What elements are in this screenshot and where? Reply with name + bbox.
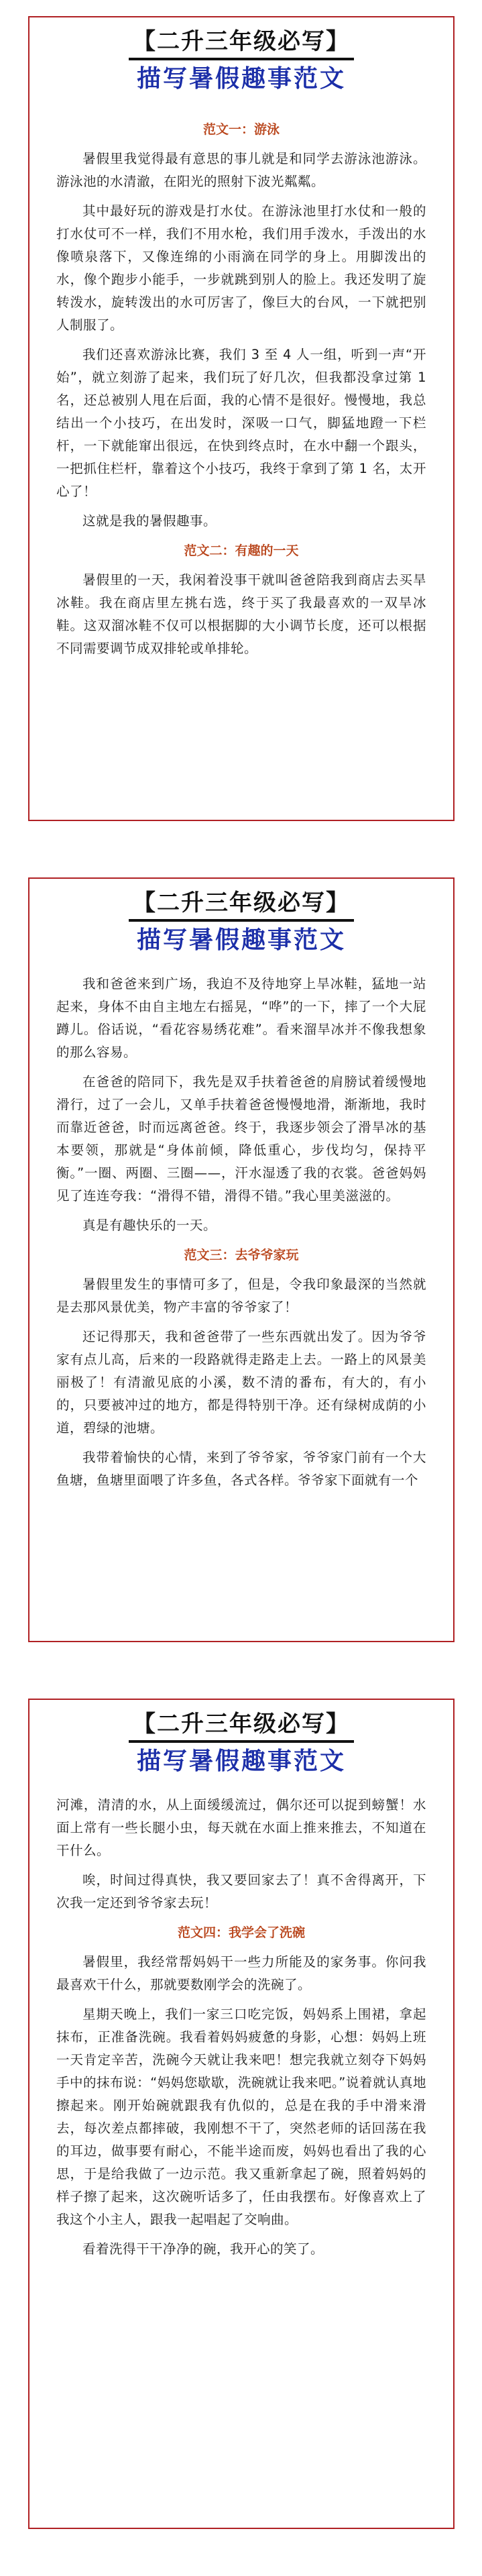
page-header xyxy=(29,1700,453,1779)
section-title-essay-2: 范文二：有趣的一天 xyxy=(184,543,299,558)
paragraph: 星期天晚上，我们一家三口吃完饭，妈妈系上围裙，拿起抹布，正准备洗碗。我看着妈妈疲惫的身影，心想：妈妈上班一天肯定辛苦，洗碗今天就让我来吧！想完我就立刻夺下妈妈手中的抹布说：“妈妈您歇歇，洗碗就让我来吧。”说着就认真地擦起来。刚开始碗就跟我有仇似的，总是在我的手中滑来滑去，每次差点都摔破，我刚想不干了，突然老师的话回荡在我的耳边，做事要有耐心，不能半途而废，妈妈也看出了我的心思，于是给我做了一边示范。我又重新拿起了碗，照着妈妈的样子擦了起来，这次碗听话多了，任由我摆布。好像喜欢上了我这个小主人，跟我一起唱起了交响曲。 xyxy=(56,2006,426,2227)
paragraph: 真是有趣快乐的一天。 xyxy=(82,1218,217,1233)
essay-page-2 xyxy=(28,877,455,1642)
page-content xyxy=(29,1779,453,2261)
page-content xyxy=(29,97,453,660)
header-title: 描写暑假趣事范文 xyxy=(136,926,346,954)
paragraph: 这就是我的暑假趣事。 xyxy=(82,513,217,529)
section-title-essay-1: 范文一：游泳 xyxy=(202,122,280,137)
header-tag: 【二升三年级必写】 xyxy=(129,27,354,60)
paragraph: 河滩，清清的水，从上面缓缓流过，偶尔还可以捉到螃蟹！水面上常有一些长腿小虫，每天就在水面上推来推去，不知道在干什么。 xyxy=(56,1797,426,1858)
paragraph: 我和爸爸来到广场，我迫不及待地穿上旱冰鞋，猛地一站起来，身体不由自主地左右摇晃，“哗”的一下，摔了一个大屁蹲儿。俗话说，“看花容易绣花难”。看来溜旱冰并不像我想象的那么容易。 xyxy=(56,976,426,1060)
paragraph: 暑假里的一天，我闲着没事干就叫爸爸陪我到商店去买旱冰鞋。我在商店里左挑右选，终于买了我最喜欢的一双旱冰鞋。这双溜冰鞋不仅可以根据脚的大小调节长度，还可以根据不同需要调节成双排轮或单排轮。 xyxy=(56,572,426,656)
section-title-essay-4: 范文四：我学会了洗碗 xyxy=(177,1925,305,1940)
paragraph: 我们还喜欢游泳比赛，我们 3 至 4 人一组，听到一声“开始”，就立刻游了起来，我们玩了好几次，但我都没拿过第 1 名，还总被别人甩在后面，我的心情不是很好。慢慢地，我总结出一个小技巧，在出发时，深吸一口气，脚猛地蹬一下栏杆，一下就能窜出很远，在快到终点时，在水中翻一个跟头，一把抓住栏杆，靠着这个小技巧，我终于拿到了第 1 名，太开心了！ xyxy=(56,347,426,499)
paragraph: 暑假里，我经常帮妈妈干一些力所能及的家务事。你问我最喜欢干什么，那就要数刚学会的洗碗了。 xyxy=(56,1954,426,1992)
page-header xyxy=(29,17,453,97)
paragraph: 我带着愉快的心情，来到了爷爷家，爷爷家门前有一个大鱼塘，鱼塘里面喂了许多鱼，各式各样。爷爷家下面就有一个 xyxy=(56,1450,426,1488)
section-title-essay-3: 范文三：去爷爷家玩 xyxy=(184,1248,299,1263)
header-tag: 【二升三年级必写】 xyxy=(129,888,354,922)
paragraph: 看着洗得干干净净的碗，我开心的笑了。 xyxy=(82,2241,324,2257)
paragraph: 暑假里我觉得最有意思的事儿就是和同学去游泳池游泳。游泳池的水清澈，在阳光的照射下波光粼粼。 xyxy=(56,151,426,189)
page-header xyxy=(29,879,453,958)
paragraph: 其中最好玩的游戏是打水仗。在游泳池里打水仗和一般的打水仗可不一样，我们不用水枪，我们用手泼水，手泼出的水像喷泉落下，又像连绵的小雨滴在同学的身上。用脚泼出的水，像个跑步小能手，一步就跳到别人的脸上。我还发明了旋转泼水，旋转泼出的水可厉害了，像巨大的台风，一下就把别人制服了。 xyxy=(56,203,426,333)
essay-page-3 xyxy=(28,1699,455,2529)
header-tag: 【二升三年级必写】 xyxy=(129,1709,354,1743)
paragraph: 在爸爸的陪同下，我先是双手扶着爸爸的肩膀试着缓慢地滑行，过了一会儿，又单手扶着爸爸慢慢地滑，渐渐地，我时而靠近爸爸，时而远离爸爸。终于，我逐步领会了滑旱冰的基本要领，那就是“身体前倾，降低重心，步伐均匀，保持平衡。”一圈、两圈、三圈——，汗水湿透了我的衣裳。爸爸妈妈见了连连夸我：“滑得不错，滑得不错。”我心里美滋滋的。 xyxy=(56,1074,426,1203)
header-title: 描写暑假趣事范文 xyxy=(136,65,346,93)
paragraph: 唉，时间过得真快，我又要回家去了！真不舍得离开，下次我一定还到爷爷家去玩！ xyxy=(56,1872,426,1911)
page-content xyxy=(29,958,453,1492)
header-title: 描写暑假趣事范文 xyxy=(136,1748,346,1775)
paragraph: 还记得那天，我和爸爸带了一些东西就出发了。因为爷爷家有点儿高，后来的一段路就得走路走上去。一路上的风景美丽极了！有清澈见底的小溪，数不清的番布，有大的，有小的，只要被冲过的地方，都是得特别干净。还有绿树成荫的小道，碧绿的池塘。 xyxy=(56,1329,426,1436)
essay-page-1 xyxy=(28,16,455,821)
paragraph: 暑假里发生的事情可多了，但是，令我印象最深的当然就是去那风景优美，物产丰富的爷爷家了！ xyxy=(56,1277,426,1315)
